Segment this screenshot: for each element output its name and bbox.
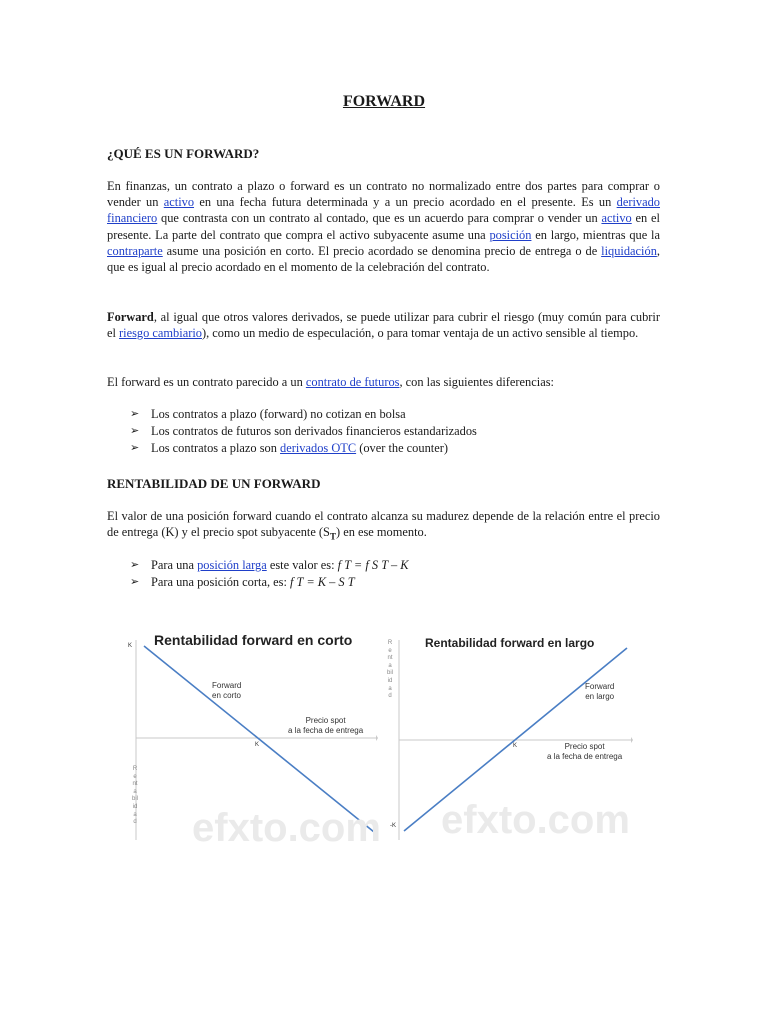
link-posicion-larga[interactable]: posición larga [197, 558, 267, 572]
watermark: efxto.com [192, 806, 381, 850]
list-item [130, 557, 660, 574]
line-label: Forward en corto [212, 681, 242, 700]
y-axis-label: Rentabilidad [387, 640, 394, 700]
list-item-text: este valor es: [266, 558, 338, 572]
list-item-text: Los contratos de futuros son derivados financieros estandarizados [151, 424, 477, 438]
text-run: ) en ese momento. [335, 525, 427, 540]
arrow-bullet-icon: ➢ [130, 408, 140, 420]
link-contraparte[interactable]: contraparte [107, 243, 163, 258]
x-axis-arrow-icon [631, 737, 633, 743]
arrow-bullet-icon: ➢ [130, 559, 140, 571]
text-run: , al igual que otros valores derivados, se puede utilizar para cubrir el riesgo (muy común para cubrir el [107, 310, 660, 341]
text-run: , con las siguientes diferencias: [399, 375, 554, 389]
document-title: FORWARD [342, 93, 426, 110]
watermark: efxto.com [441, 798, 630, 842]
x-axis-arrow-icon [376, 735, 378, 741]
paragraph-definition [107, 178, 660, 275]
list-item-text: Los contratos a plazo son [151, 441, 281, 455]
list-item-text: Para una posición corta, es: [151, 575, 291, 589]
text-run: ), como un medio de especulación, o para tomar ventaja de un activo sensible al tiempo. [201, 326, 639, 341]
heading-rentabilidad: RENTABILIDAD DE UN FORWARD [107, 476, 321, 491]
paragraph-forward-uses [107, 309, 660, 341]
formula-short: f T = K – S T [290, 575, 355, 589]
link-posicion[interactable]: posición [489, 227, 532, 242]
arrow-bullet-icon: ➢ [130, 576, 140, 588]
bold-forward: Forward [107, 310, 154, 324]
text-run: El forward es un contrato parecido a un [107, 375, 306, 389]
text-run: En finanzas, un contrato a plazo o forward es un contrato no normalizado entre dos partes para comprar o vender un [107, 179, 660, 210]
tick-k-cross: K [513, 743, 518, 749]
tick-k-axis: K [128, 643, 133, 649]
tick-k-cross: K [255, 742, 260, 748]
paragraph-differences-intro [107, 374, 660, 390]
payoff-line-short [144, 646, 374, 832]
heading-que-es: ¿QUÉ ES UN FORWARD? [107, 146, 260, 161]
link-liquidacion[interactable]: liquidación [601, 243, 657, 258]
tick-k-axis: -K [390, 823, 396, 829]
text-run: en largo, mientras que la [531, 227, 661, 242]
x-axis-label: Precio spot a la fecha de entrega [547, 742, 623, 761]
list-item [130, 423, 660, 440]
list-item-text: Para una [151, 558, 198, 572]
list-item-text: (over the counter) [356, 441, 448, 455]
chart-long-figure [387, 626, 635, 842]
arrow-bullet-icon: ➢ [130, 425, 140, 437]
y-axis-label: Rentabilidad [132, 766, 139, 826]
link-derivado-financiero[interactable]: derivado financiero [107, 195, 660, 226]
subscript-t: T [329, 531, 336, 542]
list-item [130, 440, 660, 457]
list-item-text: Los contratos a plazo (forward) no cotizan en bolsa [151, 407, 406, 421]
chart-title: Rentabilidad forward en largo [425, 636, 595, 650]
link-derivados-otc[interactable]: derivados OTC [280, 441, 357, 455]
text-run: que contrasta con un contrato al contado, que es un acuerdo para comprar o vender un [157, 211, 602, 226]
chart-short-figure [128, 626, 381, 850]
differences-list [130, 406, 660, 457]
arrow-bullet-icon: ➢ [130, 442, 140, 454]
link-riesgo-cambiario[interactable]: riesgo cambiario [119, 326, 202, 341]
text-run: asume una posición en corto. El precio acordado se denomina precio de entrega o de [162, 243, 602, 258]
payoff-list [130, 557, 660, 591]
list-item [130, 574, 660, 591]
link-activo[interactable]: activo [163, 195, 195, 210]
link-activo-2[interactable]: activo [601, 211, 632, 226]
text-run: en el presente. La parte del contrato que compra el activo subyacente asume una [107, 211, 660, 242]
line-label: Forward en largo [585, 682, 615, 701]
paragraph-valor-posicion [107, 508, 660, 545]
text-run: El valor de una posición forward cuando el contrato alcanza su madurez depende de la relación entre el precio de entrega (K) y el precio spot subyacente (S [107, 509, 660, 540]
chart-title: Rentabilidad forward en corto [154, 632, 353, 648]
formula-long: f T = f S T – K [337, 558, 409, 572]
link-contrato-de-futuros[interactable]: contrato de futuros [305, 375, 400, 389]
text-run: en una fecha futura determinada y a un precio acordado en el presente. Es un [194, 195, 617, 210]
list-item [130, 406, 660, 423]
text-run: , que es igual al precio acordado en el momento de la celebración del contrato. [107, 243, 660, 275]
x-axis-label: Precio spot a la fecha de entrega [288, 716, 364, 735]
